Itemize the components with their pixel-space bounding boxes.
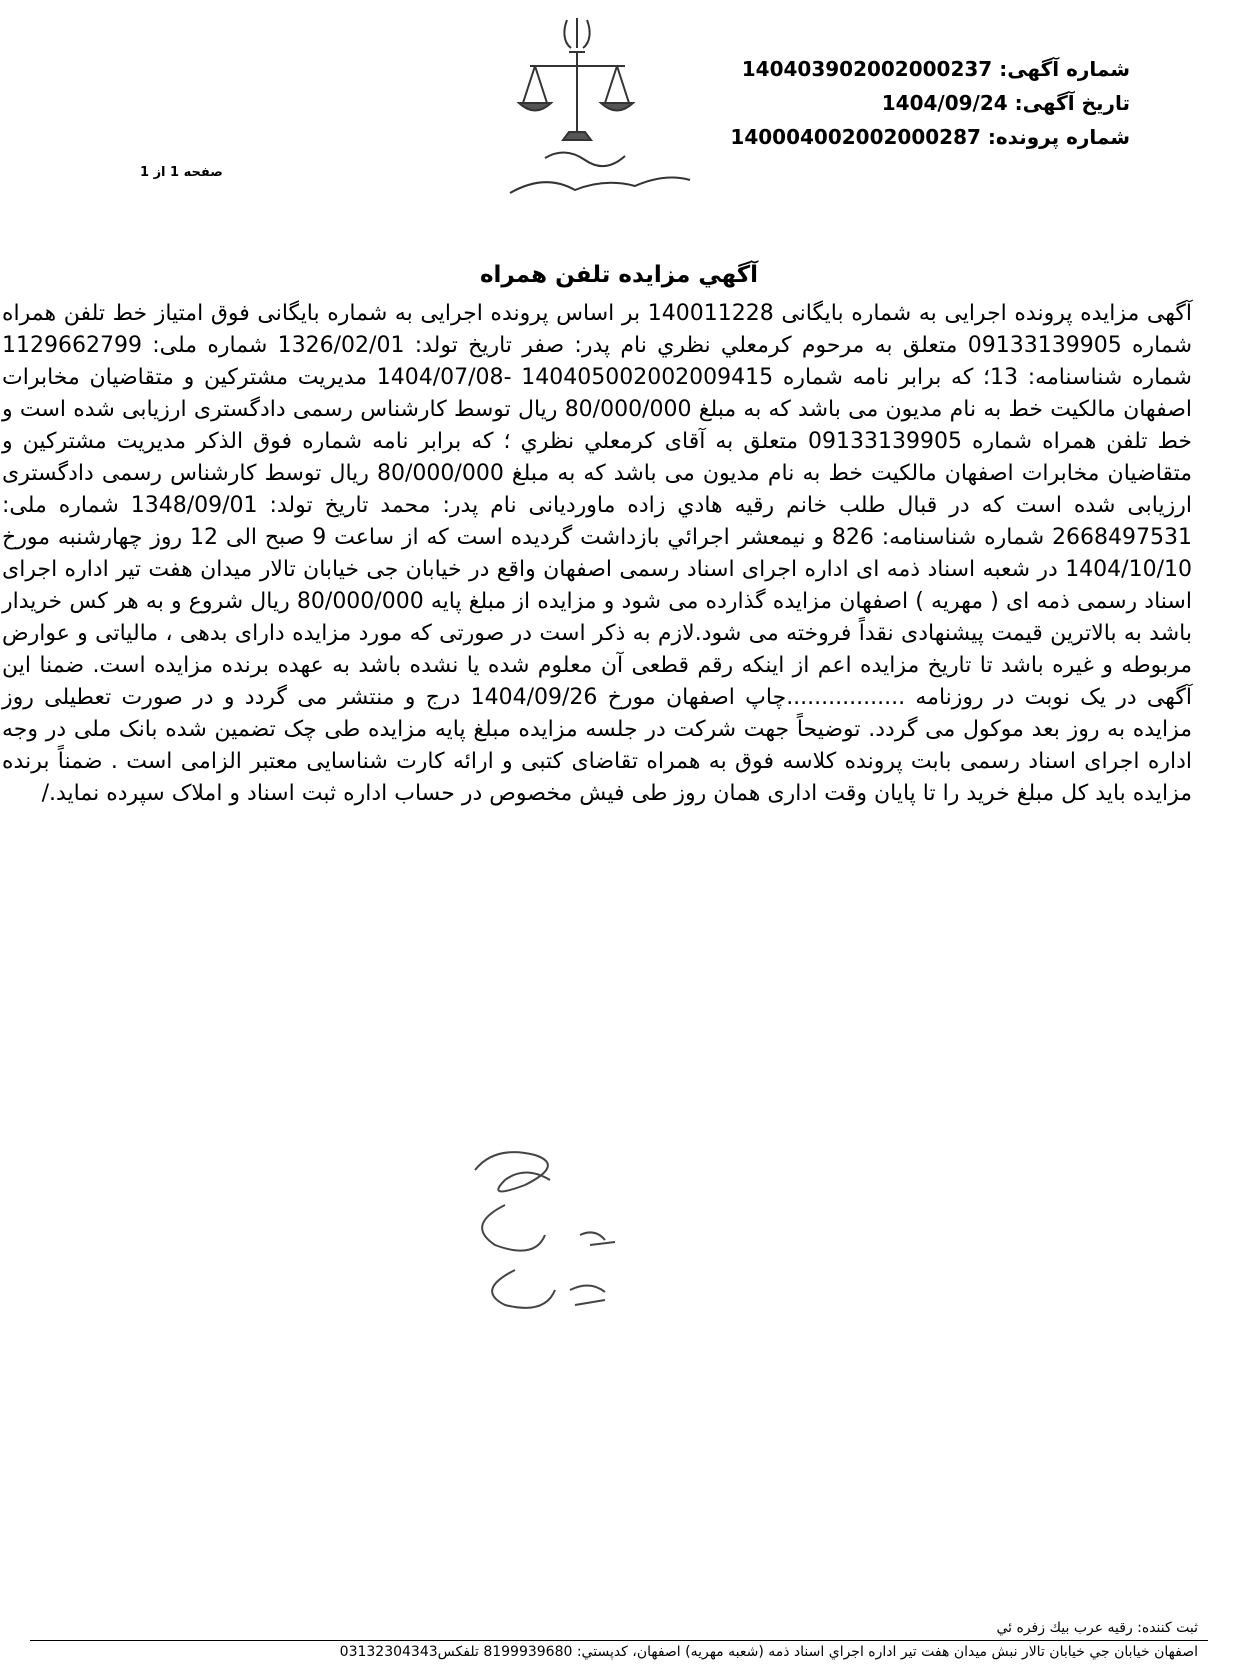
footer-address: اصفهان خيابان جي خيابان تالار نبش ميدان هفت تير اداره اجراي اسناد ذمه (شعبه مهريه) اصفهان، کدپستي: 8199939680 تلفکس03132304343 bbox=[339, 1644, 1198, 1660]
judiciary-emblem-icon bbox=[505, 8, 715, 203]
notice-metadata bbox=[670, 52, 1130, 154]
notice-title: آگهي مزايده تلفن همراه bbox=[479, 262, 759, 288]
registrar-line: ثبت کننده: رقيه عرب بيك زفره ئي bbox=[996, 1620, 1198, 1636]
signature-icon bbox=[455, 1140, 655, 1330]
footer-divider bbox=[30, 1640, 1208, 1641]
page-indicator: صفحه 1 از 1 bbox=[140, 165, 223, 180]
notice-number: شماره آگهی: 140403902002000237 bbox=[741, 57, 1130, 81]
file-number: شماره پرونده: 140004002002000287 bbox=[730, 125, 1130, 149]
notice-date: تاریخ آگهی: 1404/09/24 bbox=[881, 91, 1130, 115]
notice-body: آگهی مزایده پرونده اجرایی به شماره بایگانی 140011228 بر اساس پرونده اجرایی به شماره بایگانی فوق امتیاز خط تلفن همراه شماره 09133139905 متعلق به مرحوم کرمعلي نظري نام پدر: صفر تاریخ تولد: 1326/02/01 شماره ملی: 1129662799 شماره شناسنامه: 13؛ که برابر نامه شماره 140405002002009415 -1404/07/08 مدیریت مشترکین و متقاضیان مخابرات اصفهان مالکیت خط به نام مدیون می باشد که به مبلغ 80/000/000 ریال توسط کارشناس رسمی دادگستری ارزیابی شده است و خط تلفن همراه شماره 09133139905 متعلق به آقای کرمعلي نظري ؛ که برابر نامه شماره فوق الذکر مدیریت مشترکین و متقاضیان مخابرات اصفهان مالکیت خط به نام مدیون می باشد که به مبلغ 80/000/000 ریال توسط کارشناس رسمی دادگستری ارزیابی شده است که در قبال طلب خانم رقیه هادي زاده ماورديانی نام پدر: محمد تاریخ تولد: 1348/09/01 شماره ملی: 2668497531 شماره شناسنامه: 826 و نیمعشر اجرائي بازداشت گردیده است که از ساعت 9 صبح الی 12 روز چهارشنبه مورخ 1404/10/10 در شعبه اسناد ذمه ای اداره اجرای اسناد رسمی اصفهان واقع در خیابان جی خیابان تالار میدان هفت تیر اداره اجرای اسناد رسمی ذمه ای ( مهریه ) اصفهان مزایده گذارده می شود و مزایده از مبلغ پایه 80/000/000 ریال شروع و به هر کس خریدار باشد به بالاترین قیمت پیشنهادی نقداً فروخته می شود.لازم به ذکر است در صورتی که مورد مزایده دارای بدهی ، مالیاتی و عوارض مربوطه و غیره باشد تا تاریخ مزایده اعم از اینکه رقم قطعی آن معلوم شده یا نشده باشد به عهده برنده مزایده است. ضمنا این آگهی در یک نوبت در روزنامه .................چاپ اصفهان مورخ 1404/09/26 درج و منتشر می گردد و در صورت تعطیلی روز مزایده به روز بعد موکول می گردد. توضیحاً جهت شرکت در جلسه مزایده مبلغ پایه مزایده طی چک تضمین شده بانک ملی در وجه اداره اجرای اسناد رسمی بابت پرونده کلاسه فوق به همراه تقاضای کتبی و ارائه کارت شناسایی معتبر الزامی است . ضمناً برنده مزایده باید کل مبلغ خرید را تا پایان وقت اداری همان روز طی فیش مخصوص در حساب اداره ثبت اسناد و املاک سپرده نماید./ bbox=[2, 301, 1193, 806]
